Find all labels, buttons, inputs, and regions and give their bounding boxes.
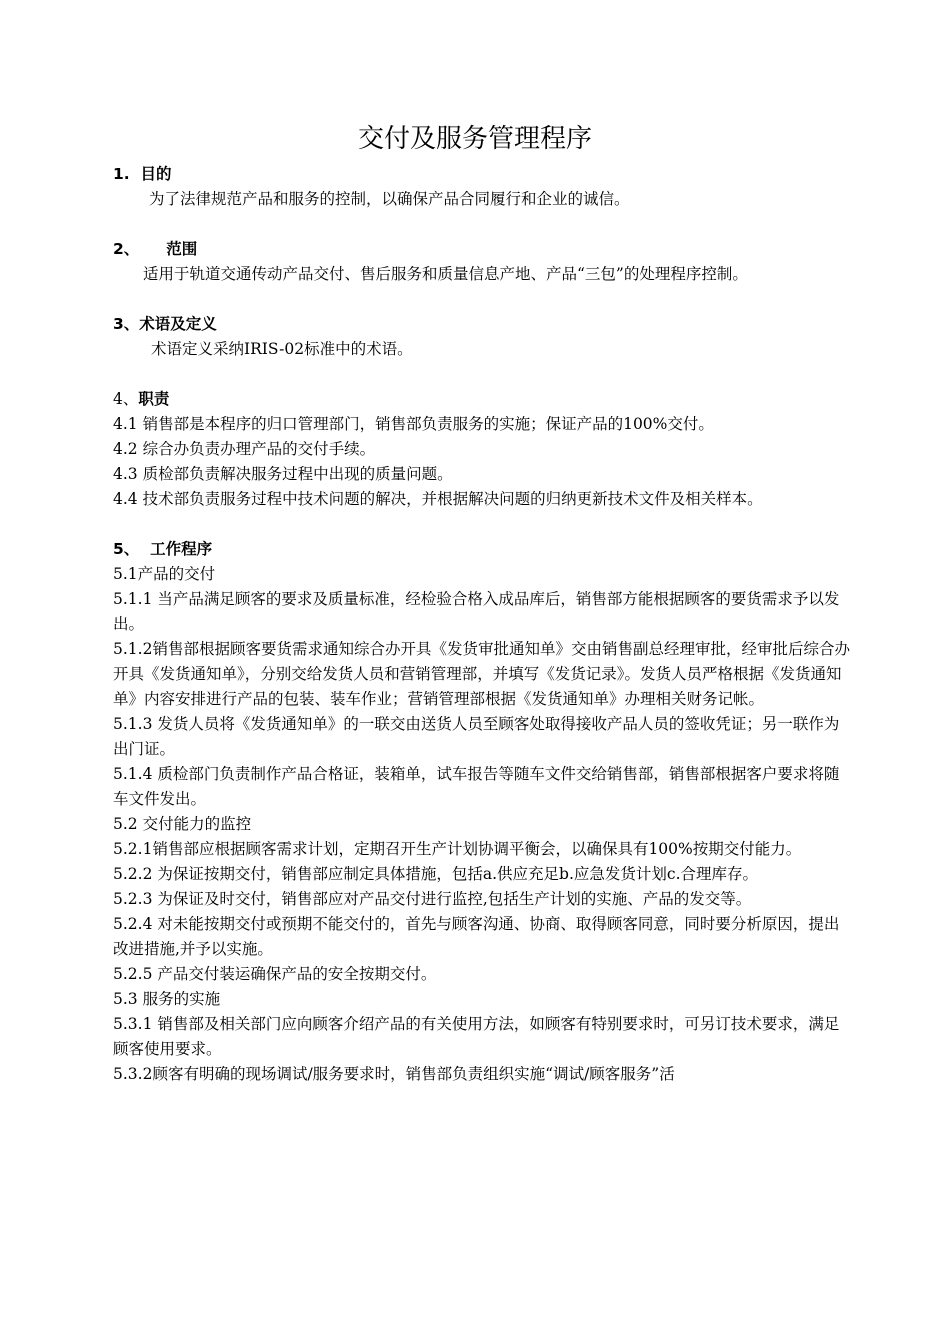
subsection-heading: 5.1产品的交付 xyxy=(113,565,216,583)
list-item: 5.2.2 为保证按期交付，销售部应制定具体措施，包括a.供应充足b.应急发货计划c.合理库存。 xyxy=(113,865,758,883)
list-item: 5.2.3 为保证及时交付，销售部应对产品交付进行监控,包括生产计划的实施、产品的发交等。 xyxy=(113,890,752,908)
section-2-heading: 2、 范围 xyxy=(113,240,198,258)
section-3-heading: 3、术语及定义 xyxy=(113,315,217,333)
list-item: 5.1.2销售部根据顾客要货需求通知综合办开具《发货审批通知单》交由销售副总经理审批，经审批后综合办开具《发货通知单》，分别交给发货人员和营销管理部，并填写《发货记录》。发货人员严格根据《发货通知单》内容安排进行产品的包装、装车作业；营销管理部根据《发货通知单》办理相关财务记帐。 xyxy=(113,640,850,708)
section-2-body: 适用于轨道交通传动产品交付、售后服务和质量信息产地、产品“三包”的处理程序控制。 xyxy=(143,265,748,283)
list-item: 5.1.3 发货人员将《发货通知单》的一联交由送货人员至顾客处取得接收产品人员的签收凭证；另一联作为出门证。 xyxy=(113,715,840,758)
section-1-heading: 1. 目的 xyxy=(113,165,172,183)
section-4-heading xyxy=(113,387,853,412)
list-item: 5.1.4 质检部门负责制作产品合格证，装箱单，试车报告等随车文件交给销售部，销售部根据客户要求将随车文件发出。 xyxy=(113,765,840,808)
list-item: 5.1.1 当产品满足顾客的要求及质量标准，经检验合格入成品库后，销售部方能根据顾客的要货需求予以发出。 xyxy=(113,590,840,633)
list-item: 4.1 销售部是本程序的归口管理部门，销售部负责服务的实施；保证产品的100%交付。 xyxy=(113,415,714,433)
subsection-heading: 5.3 服务的实施 xyxy=(113,990,221,1008)
list-item: 5.3.1 销售部及相关部门应向顾客介绍产品的有关使用方法，如顾客有特别要求时，可另订技术要求，满足顾客使用要求。 xyxy=(113,1015,840,1058)
list-item: 5.2.1销售部应根据顾客需求计划，定期召开生产计划协调平衡会，以确保具有100%按期交付能力。 xyxy=(113,840,802,858)
section-4-heading-text: 职责 xyxy=(138,390,170,408)
list-item: 4.3 质检部负责解决服务过程中出现的质量问题。 xyxy=(113,465,453,483)
section-5-heading: 5、 工作程序 xyxy=(113,540,213,558)
document-title: 交付及服务管理程序 xyxy=(357,124,592,154)
list-item: 4.2 综合办负责办理产品的交付手续。 xyxy=(113,440,376,458)
list-item: 5.2.5 产品交付装运确保产品的安全按期交付。 xyxy=(113,965,437,983)
section-1-body: 为了法律规范产品和服务的控制，以确保产品合同履行和企业的诚信。 xyxy=(149,190,630,208)
document-body xyxy=(113,162,853,1087)
section-4-heading-number: 4、 xyxy=(113,390,139,408)
subsection-heading: 5.2 交付能力的监控 xyxy=(113,815,252,833)
list-item: 4.4 技术部负责服务过程中技术问题的解决，并根据解决问题的归纳更新技术文件及相关样本。 xyxy=(113,490,763,508)
list-item: 5.3.2顾客有明确的现场调试/服务要求时，销售部负责组织实施“调试/顾客服务”活 xyxy=(113,1065,675,1083)
list-item: 5.2.4 对未能按期交付或预期不能交付的，首先与顾客沟通、协商、取得顾客同意，同时要分析原因，提出改进措施,并予以实施。 xyxy=(113,915,840,958)
section-3-body: 术语定义采纳IRIS-02标准中的术语。 xyxy=(151,340,413,358)
